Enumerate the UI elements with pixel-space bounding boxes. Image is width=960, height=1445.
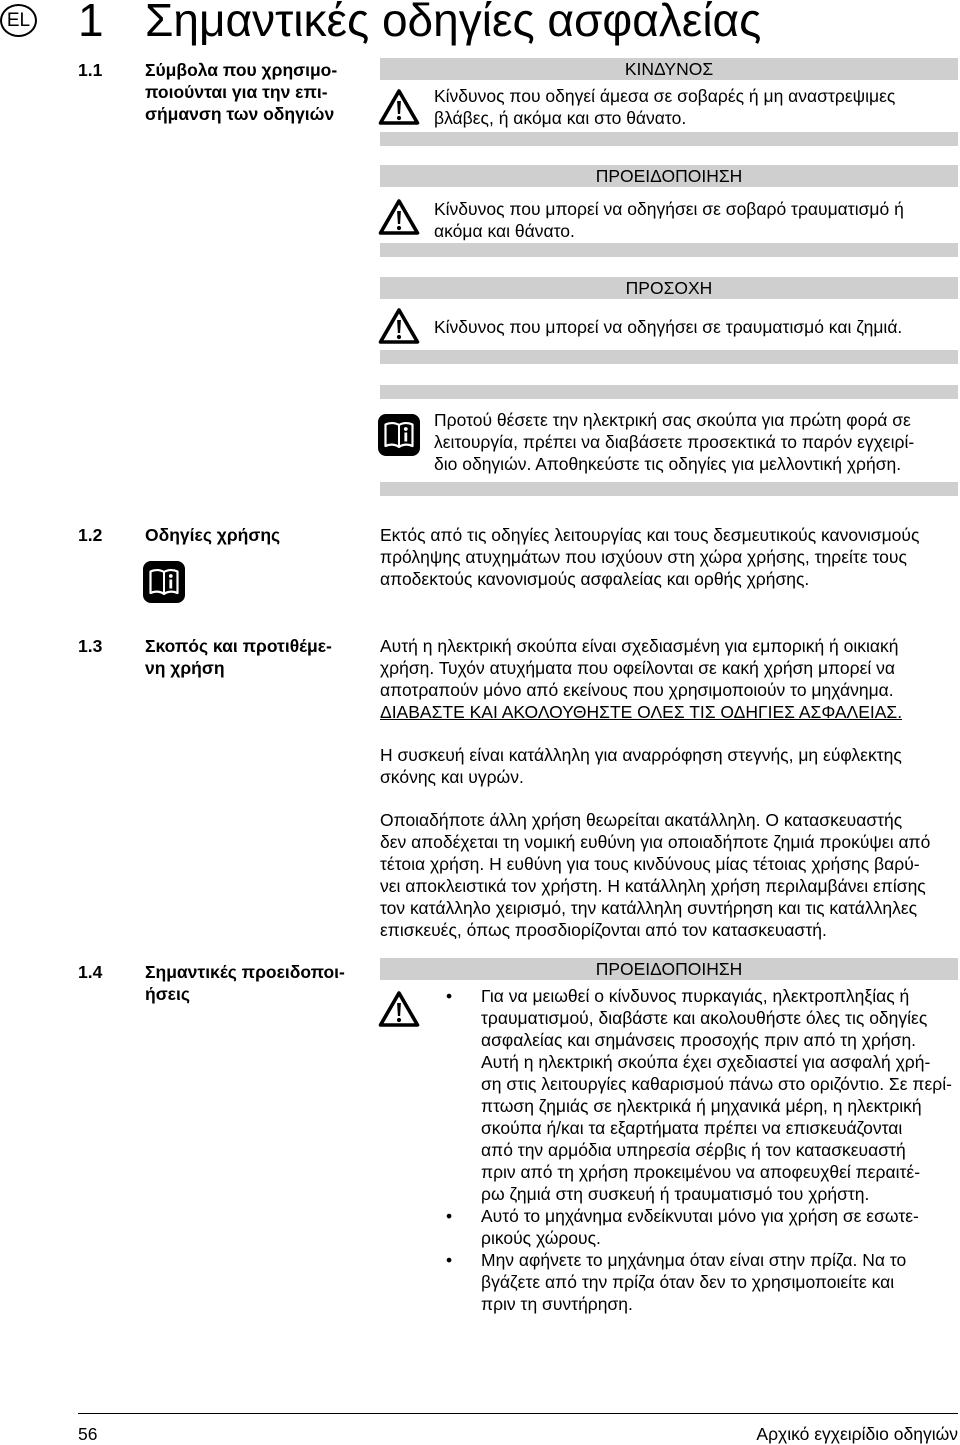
text-line: ασφαλείας και σημάνσεις προσοχής πριν από τη χρήση.	[481, 1030, 917, 1050]
text-line: Αυτή η ηλεκτρική σκούπα είναι σχεδιασμένη για εμπορική ή οικιακή	[380, 636, 899, 656]
text-line: τραυματισμού, διαβάστε και ακολουθήστε όλες τις οδηγίες	[481, 1008, 928, 1028]
text-line: αποτραπούν μόνο από εκείνους που χρησιμοποιούν το μηχάνημα.	[380, 680, 894, 700]
warning-bullet-list	[446, 985, 958, 1315]
warning-triangle-icon	[378, 990, 420, 1028]
section-title-line: Σημαντικές προειδοποι-	[145, 962, 345, 982]
warning-header-band	[380, 958, 958, 980]
warning-triangle-icon	[378, 88, 420, 126]
manual-info-book-icon	[378, 414, 420, 456]
section-number: 1.1	[78, 60, 103, 80]
document-title: Αρχικό εγχειρίδιο οδηγιών	[756, 1424, 958, 1444]
note-footer-band	[380, 482, 958, 496]
text-line: πριν από τη χρήση προκειμένου να αποφευχθεί περαιτέ-	[481, 1162, 921, 1182]
text-line: νει αποκλειστικά τον χρήστη. Η κατάλληλη χρήση περιλαμβάνει επίσης	[380, 876, 926, 896]
list-item-text	[481, 1205, 958, 1249]
text-line: Οποιαδήποτε άλλη χρήση θεωρείται ακατάλληλη. Ο κατασκευαστής	[380, 810, 903, 830]
chapter-number: 1	[78, 0, 104, 46]
section-title-line: Σκοπός και προτιθέμε-	[145, 636, 332, 656]
text-line: Αυτό το μηχάνημα ενδείκνυται μόνο για χρήση σε εσωτε-	[481, 1206, 919, 1226]
text-line: Κίνδυνος που οδηγεί άμεσα σε σοβαρές ή μη αναστρεψιμες	[434, 86, 896, 106]
section-title-line: ήσεις	[145, 984, 190, 1004]
bullet-marker: •	[446, 986, 453, 1006]
text-line: σκούπα ή/και τα εξαρτήματα πρέπει να επισκευάζονται	[481, 1118, 903, 1138]
text-line: ρικούς χώρους.	[481, 1228, 601, 1248]
text-line: ρω ζημιά στη συσκευή ή τραυματισμό του χρήστη.	[481, 1184, 870, 1204]
section-title-line: ποιούνται για την επι-	[145, 82, 328, 102]
text-line: βλάβες, ή ακόμα και στο θάνατο.	[434, 108, 687, 128]
section-title	[145, 635, 375, 679]
warning-text	[434, 198, 958, 242]
warning-triangle-icon	[378, 307, 420, 345]
danger-label: ΚΙΝΔΥΝΟΣ	[624, 59, 714, 79]
text-line: σκόνης και υγρών.	[380, 767, 524, 787]
text-line: Προτού θέσετε την ηλεκτρική σας σκούπα για πρώτη φορά σε	[434, 410, 911, 430]
text-line: ση στις λειτουργίες καθαρισμού πάνω στο οριζόντιο. Σε περί-	[481, 1074, 952, 1094]
text-line: Μην αφήνετε το μηχάνημα όταν είναι στην πρίζα. Να το	[481, 1250, 907, 1270]
text-line: τον κατάλληλο χειρισμό, την κατάλληλη συντήρηση και τις κατάλληλες	[380, 898, 918, 918]
suitability-paragraph	[380, 744, 958, 788]
text-line: πριν τη συντήρηση.	[481, 1294, 633, 1314]
liability-paragraph	[380, 809, 958, 941]
text-line: Αυτή η ηλεκτρική σκούπα έχει σχεδιαστεί για ασφαλή χρή-	[481, 1052, 931, 1072]
bullet-marker: •	[446, 1206, 453, 1226]
warning-triangle-icon	[378, 198, 420, 236]
text-line: ακόμα και θάνατο.	[434, 221, 575, 241]
list-item	[446, 985, 958, 1205]
note-header-band	[380, 385, 958, 399]
section-title	[145, 524, 375, 546]
caution-text	[434, 316, 958, 338]
danger-header-band	[380, 58, 958, 80]
text-line: λειτουργία, πρέπει να διαβάσετε προσεκτικά το παρόν εγχειρί-	[434, 432, 915, 452]
danger-footer-band	[380, 132, 958, 146]
safety-emphasis-line: ΔΙΑΒΑΣΤΕ ΚΑΙ ΑΚΟΛΟΥΘΗΣΤΕ ΟΛΕΣ ΤΙΣ ΟΔΗΓΙΕΣ ΑΣΦΑΛΕΙΑΣ.	[380, 702, 903, 722]
text-line: δεν αποδέχεται τη νομική ευθύνη για οποιαδήποτε ζημιά προκύψει από	[380, 832, 931, 852]
section-number: 1.4	[78, 962, 103, 982]
text-line: Εκτός από τις οδηγίες λειτουργίας και τους δεσμευτικούς κανονισμούς	[380, 525, 920, 545]
text-line: χρήση. Τυχόν ατυχήματα που οφείλονται σε κακή χρήση μπορεί να	[380, 658, 896, 678]
chapter-title: Σημαντικές οδηγίες ασφαλείας	[145, 0, 762, 46]
text-line: Κίνδυνος που μπορεί να οδηγήσει σε σοβαρό τραυματισμό ή	[434, 199, 904, 219]
caution-label: ΠΡΟΣΟΧΗ	[625, 278, 713, 298]
text-line: επισκευές, όπως προσδιορίζονται από τον κατασκευαστή.	[380, 920, 827, 940]
footer-rule	[78, 1413, 958, 1414]
list-item-text	[481, 985, 958, 1205]
text-line: διο οδηγιών. Αποθηκεύστε τις οδηγίες για μελλοντική χρήση.	[434, 454, 902, 474]
text-line: Η συσκευή είναι κατάλληλη για αναρρόφηση στεγνής, μη εύφλεκτης	[380, 745, 902, 765]
caution-header-band	[380, 277, 958, 299]
section-title-line: νη χρήση	[145, 658, 225, 678]
warning-footer-band	[380, 243, 958, 257]
intended-use-paragraph	[380, 635, 958, 723]
list-item	[446, 1205, 958, 1249]
text-line: Για να μειωθεί ο κίνδυνος πυρκαγιάς, ηλεκτροπληξίας ή	[481, 986, 910, 1006]
section-number: 1.3	[78, 636, 103, 656]
list-item	[446, 1249, 958, 1315]
text-line: τέτοια χρήση. Η ευθύνη για τους κινδύνους μίας τέτοιας χρήσης βαρύ-	[380, 854, 920, 874]
section-title	[145, 961, 375, 1005]
usage-instructions-text	[380, 524, 958, 590]
manual-info-book-icon	[143, 561, 185, 603]
section-title-line: Οδηγίες χρήσης	[145, 525, 281, 545]
caution-footer-band	[380, 350, 958, 364]
section-number: 1.2	[78, 525, 103, 545]
section-title	[145, 59, 375, 125]
danger-text	[434, 85, 958, 129]
bullet-marker: •	[446, 1250, 453, 1270]
text-line: Κίνδυνος που μπορεί να οδηγήσει σε τραυματισμό και ζημιά.	[434, 317, 903, 337]
page-number: 56	[78, 1424, 98, 1444]
section-title-line: σήμανση των οδηγιών	[145, 104, 335, 124]
warning-label: ΠΡΟΕΙΔΟΠΟΙΗΣΗ	[595, 166, 743, 186]
note-text	[434, 409, 958, 475]
section-title-line: Σύμβολα που χρησιμο-	[145, 60, 338, 80]
list-item-text	[481, 1249, 958, 1315]
text-line: πτωση ζημιάς σε ηλεκτρικά ή μηχανικά μέρη, η ηλεκτρική	[481, 1096, 922, 1116]
text-line: αποδεκτούς κανονισμούς ασφαλείας και ορθής χρήσης.	[380, 569, 810, 589]
language-badge: EL	[0, 4, 37, 37]
text-line: από την αρμόδια υπηρεσία σέρβις ή τον κατασκευαστή	[481, 1140, 906, 1160]
text-line: πρόληψης ατυχημάτων που ισχύουν στη χώρα χρήσης, τηρείτε τους	[380, 547, 907, 567]
text-line: βγάζετε από την πρίζα όταν δεν το χρησιμοποιείτε και	[481, 1272, 895, 1292]
warning-label: ΠΡΟΕΙΔΟΠΟΙΗΣΗ	[595, 959, 743, 979]
warning-header-band	[380, 165, 958, 187]
